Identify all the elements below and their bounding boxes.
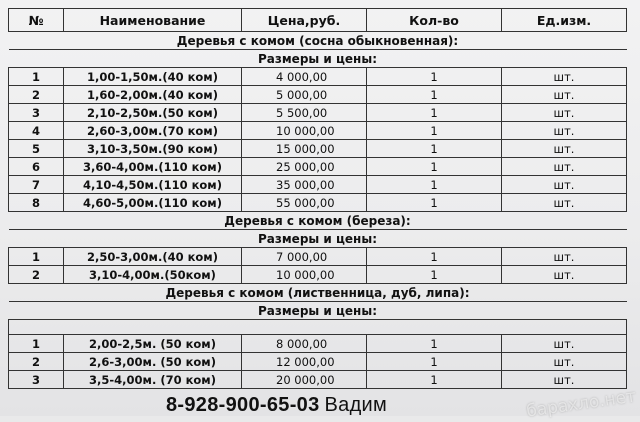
- spacer-row: [9, 320, 627, 335]
- table-row: [9, 104, 627, 122]
- cell-price: 12 000,00: [242, 353, 367, 371]
- cell-num: 7: [9, 176, 64, 194]
- section-title-row: [9, 212, 627, 230]
- table-row: [9, 140, 627, 158]
- header-name: Наименование: [64, 9, 242, 32]
- section-subtitle-row: [9, 230, 627, 248]
- cell-num: 5: [9, 140, 64, 158]
- section-subtitle: Размеры и цены:: [9, 50, 627, 68]
- cell-num: 4: [9, 122, 64, 140]
- watermark: барахло.нет: [524, 386, 637, 422]
- cell-unit: шт.: [502, 140, 627, 158]
- cell-qty: 1: [367, 335, 502, 353]
- table-row: [9, 86, 627, 104]
- cell-name: 2,00-2,5м. (50 ком): [64, 335, 242, 353]
- cell-name: 3,10-3,50м.(90 ком): [64, 140, 242, 158]
- cell-name: 3,10-4,00м.(50ком): [64, 266, 242, 284]
- cell-unit: шт.: [502, 68, 627, 86]
- section-title-row: [9, 284, 627, 302]
- cell-price: 10 000,00: [242, 122, 367, 140]
- cell-price: 5 500,00: [242, 104, 367, 122]
- cell-name: 2,6-3,00м. (50 ком): [64, 353, 242, 371]
- header-price: Цена,руб.: [242, 9, 367, 32]
- table-row: [9, 248, 627, 266]
- cell-price: 10 000,00: [242, 266, 367, 284]
- cell-price: 15 000,00: [242, 140, 367, 158]
- section-subtitle-row: [9, 50, 627, 68]
- contact-phone: 8-928-900-65-03: [166, 394, 320, 416]
- cell-num: 6: [9, 158, 64, 176]
- cell-unit: шт.: [502, 158, 627, 176]
- cell-unit: шт.: [502, 176, 627, 194]
- cell-unit: шт.: [502, 353, 627, 371]
- cell-unit: шт.: [502, 335, 627, 353]
- table-row: [9, 266, 627, 284]
- cell-name: 1,00-1,50м.(40 ком): [64, 68, 242, 86]
- price-table: [8, 8, 627, 389]
- section-title: Деревья с комом (береза):: [9, 212, 627, 230]
- cell-price: 4 000,00: [242, 68, 367, 86]
- cell-unit: шт.: [502, 104, 627, 122]
- header-qty: Кол-во: [367, 9, 502, 32]
- cell-name: 3,5-4,00м. (70 ком): [64, 371, 242, 389]
- cell-unit: шт.: [502, 266, 627, 284]
- cell-name: 2,60-3,00м.(70 ком): [64, 122, 242, 140]
- cell-num: 2: [9, 266, 64, 284]
- table-row: [9, 371, 627, 389]
- table-row: [9, 176, 627, 194]
- table-row: [9, 122, 627, 140]
- cell-name: 2,50-3,00м.(40 ком): [64, 248, 242, 266]
- cell-unit: шт.: [502, 86, 627, 104]
- cell-qty: 1: [367, 86, 502, 104]
- section-subtitle-row: [9, 302, 627, 320]
- cell-price: 7 000,00: [242, 248, 367, 266]
- cell-price: 55 000,00: [242, 194, 367, 212]
- table-row: [9, 353, 627, 371]
- table-row: [9, 335, 627, 353]
- cell-num: 8: [9, 194, 64, 212]
- cell-num: 2: [9, 86, 64, 104]
- table-row: [9, 158, 627, 176]
- cell-name: 3,60-4,00м.(110 ком): [64, 158, 242, 176]
- contact-name: Вадим: [324, 394, 388, 416]
- cell-unit: шт.: [502, 371, 627, 389]
- cell-num: 1: [9, 68, 64, 86]
- cell-num: 3: [9, 104, 64, 122]
- table-row: [9, 194, 627, 212]
- cell-num: 1: [9, 335, 64, 353]
- cell-num: 1: [9, 248, 64, 266]
- cell-qty: 1: [367, 266, 502, 284]
- section-subtitle: Размеры и цены:: [9, 302, 627, 320]
- cell-name: 2,10-2,50м.(50 ком): [64, 104, 242, 122]
- cell-qty: 1: [367, 104, 502, 122]
- cell-price: 25 000,00: [242, 158, 367, 176]
- cell-qty: 1: [367, 353, 502, 371]
- header-row: [9, 9, 627, 32]
- cell-qty: 1: [367, 194, 502, 212]
- section-title-row: [9, 32, 627, 50]
- cell-num: 3: [9, 371, 64, 389]
- section-title: Деревья с комом (сосна обыкновенная):: [9, 32, 627, 50]
- section-subtitle: Размеры и цены:: [9, 230, 627, 248]
- header-unit: Ед.изм.: [502, 9, 627, 32]
- cell-price: 5 000,00: [242, 86, 367, 104]
- cell-qty: 1: [367, 248, 502, 266]
- cell-price: 20 000,00: [242, 371, 367, 389]
- cell-qty: 1: [367, 176, 502, 194]
- table-body: [9, 32, 627, 389]
- cell-name: 4,10-4,50м.(110 ком): [64, 176, 242, 194]
- cell-qty: 1: [367, 122, 502, 140]
- cell-unit: шт.: [502, 248, 627, 266]
- cell-qty: 1: [367, 158, 502, 176]
- cell-qty: 1: [367, 140, 502, 158]
- cell-name: 4,60-5,00м.(110 ком): [64, 194, 242, 212]
- cell-num: 2: [9, 353, 64, 371]
- header-num: №: [9, 9, 64, 32]
- cell-unit: шт.: [502, 122, 627, 140]
- cell-qty: 1: [367, 68, 502, 86]
- cell-qty: 1: [367, 371, 502, 389]
- contact-footer: [166, 394, 387, 417]
- cell-price: 35 000,00: [242, 176, 367, 194]
- table-row: [9, 68, 627, 86]
- cell-price: 8 000,00: [242, 335, 367, 353]
- spacer-cell: [9, 320, 627, 335]
- cell-name: 1,60-2,00м.(40 ком): [64, 86, 242, 104]
- cell-unit: шт.: [502, 194, 627, 212]
- section-title: Деревья с комом (лиственница, дуб, липа):: [9, 284, 627, 302]
